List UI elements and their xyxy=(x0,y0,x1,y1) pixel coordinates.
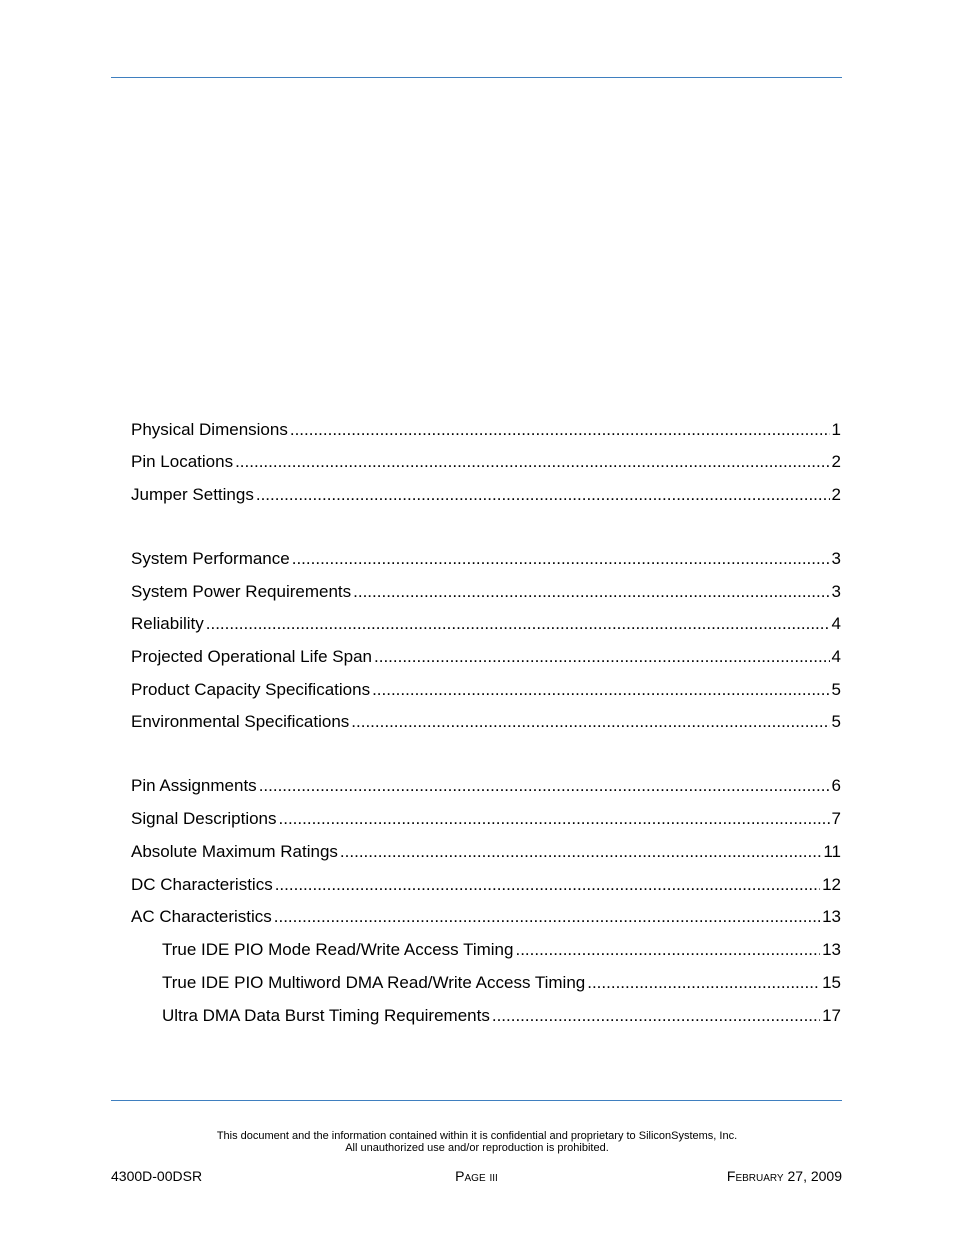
toc-entry-page: 1 xyxy=(831,420,841,439)
confidentiality-notice-line2: All unauthorized use and/or reproduction is prohibited. xyxy=(345,1142,609,1154)
toc-entry-environmental-specifications[interactable] xyxy=(131,711,841,733)
toc-entry-jumper-settings[interactable] xyxy=(131,484,841,506)
toc-entry-page: 6 xyxy=(831,776,841,795)
toc-entry-title: True IDE PIO Multiword DMA Read/Write Access Timing xyxy=(162,973,586,992)
toc-entry-page: 17 xyxy=(822,1006,841,1025)
toc-dot-leader xyxy=(235,451,829,473)
toc-entry-title: System Power Requirements xyxy=(131,582,352,601)
toc-dot-leader xyxy=(492,1005,820,1027)
document-number: 4300D-00DSR xyxy=(111,1168,203,1184)
toc-dot-leader xyxy=(515,939,820,961)
toc-entry-title: Absolute Maximum Ratings xyxy=(131,842,338,861)
toc-entry-title: Jumper Settings xyxy=(131,485,254,504)
toc-dot-leader xyxy=(279,808,830,830)
toc-entry-title: Pin Assignments xyxy=(131,776,257,795)
toc-dot-leader xyxy=(290,419,830,441)
toc-dot-leader xyxy=(353,581,829,603)
toc-entry-pin-locations[interactable] xyxy=(131,451,841,473)
toc-entry-product-capacity-specifications[interactable] xyxy=(131,679,841,701)
toc-dot-leader xyxy=(372,679,829,701)
toc-dot-leader xyxy=(351,711,829,733)
toc-dot-leader xyxy=(374,646,830,668)
toc-entry-page: 11 xyxy=(823,842,841,861)
toc-entry-pin-assignments[interactable] xyxy=(131,775,841,797)
toc-dot-leader xyxy=(259,775,830,797)
toc-entry-title: Reliability xyxy=(131,614,204,633)
confidentiality-notice-line1: This document and the information contained within it is confidential and proprietary to SiliconSystems, Inc. xyxy=(216,1130,738,1142)
toc-entry-title: Environmental Specifications xyxy=(131,712,350,731)
toc-entry-system-performance[interactable] xyxy=(131,548,841,570)
toc-entry-page: 4 xyxy=(831,647,841,666)
toc-entry-page: 2 xyxy=(831,452,841,471)
header-rule xyxy=(111,77,842,78)
toc-dot-leader xyxy=(274,906,820,928)
toc-dot-leader xyxy=(292,548,830,570)
toc-dot-leader xyxy=(206,613,830,635)
toc-dot-leader xyxy=(256,484,830,506)
toc-entry-title: Pin Locations xyxy=(131,452,234,471)
toc-entry-page: 5 xyxy=(831,712,841,731)
toc-entry-title: Ultra DMA Data Burst Timing Requirements xyxy=(162,1006,490,1025)
toc-entry-reliability[interactable] xyxy=(131,613,841,635)
footer-rule xyxy=(111,1100,842,1101)
page-number: Page iii xyxy=(455,1168,498,1184)
toc-entry-title: Physical Dimensions xyxy=(131,420,288,439)
toc-entry-physical-dimensions[interactable] xyxy=(131,419,841,441)
toc-entry-ac-characteristics[interactable] xyxy=(131,906,841,928)
toc-entry-page: 2 xyxy=(831,485,841,504)
toc-entry-multiword-dma-timing[interactable] xyxy=(162,972,841,994)
toc-dot-leader xyxy=(587,972,820,994)
toc-entry-page: 3 xyxy=(831,549,841,568)
toc-entry-page: 13 xyxy=(822,907,841,926)
toc-entry-absolute-maximum-ratings[interactable] xyxy=(131,841,841,863)
toc-entry-title: Signal Descriptions xyxy=(131,809,277,828)
toc-entry-title: Product Capacity Specifications xyxy=(131,680,371,699)
toc-entry-page: 4 xyxy=(831,614,841,633)
toc-entry-signal-descriptions[interactable] xyxy=(131,808,841,830)
toc-entry-title: Projected Operational Life Span xyxy=(131,647,372,666)
toc-entry-title: DC Characteristics xyxy=(131,875,273,894)
toc-dot-leader xyxy=(340,841,821,863)
document-date: February 27, 2009 xyxy=(726,1168,842,1184)
toc-entry-page: 15 xyxy=(822,973,841,992)
toc-entry-page: 7 xyxy=(831,809,841,828)
toc-entry-page: 5 xyxy=(831,680,841,699)
toc-entry-pio-mode-timing[interactable] xyxy=(162,939,841,961)
toc-entry-title: True IDE PIO Mode Read/Write Access Timing xyxy=(162,940,514,959)
toc-entry-page: 3 xyxy=(831,582,841,601)
toc-entry-dc-characteristics[interactable] xyxy=(131,874,841,896)
toc-entry-projected-operational-life-span[interactable] xyxy=(131,646,841,668)
page-footer xyxy=(111,1166,842,1186)
toc-entry-title: AC Characteristics xyxy=(131,907,272,926)
toc-entry-page: 13 xyxy=(822,940,841,959)
toc-entry-system-power-requirements[interactable] xyxy=(131,581,841,603)
toc-entry-page: 12 xyxy=(822,875,841,894)
toc-entry-title: System Performance xyxy=(131,549,290,568)
toc-entry-ultra-dma-timing[interactable] xyxy=(162,1005,841,1027)
toc-dot-leader xyxy=(275,874,820,896)
